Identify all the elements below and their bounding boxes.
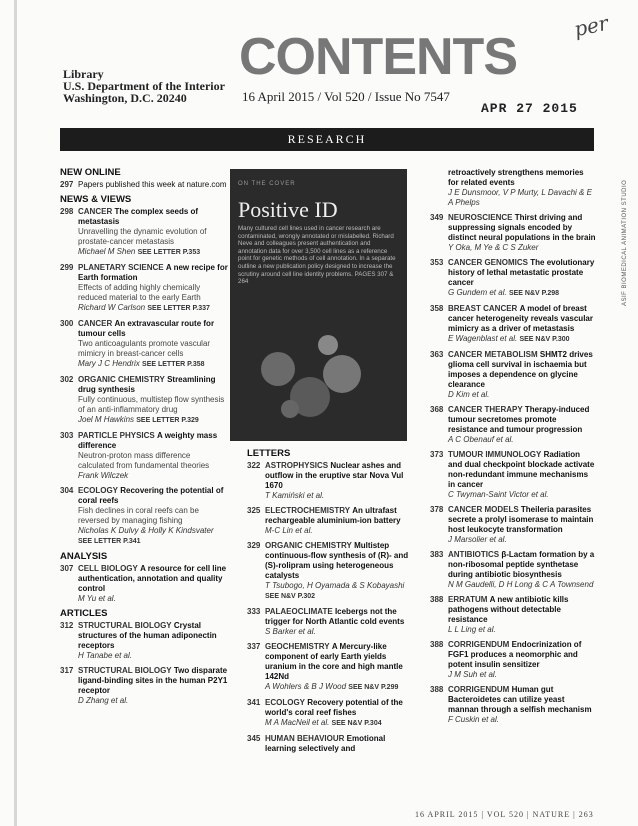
cover-label: ON THE COVER [238, 181, 296, 187]
page-number: 341 [247, 698, 261, 707]
entry-author: S Barker et al. [265, 627, 316, 636]
entry-category: CANCER THERAPY [448, 405, 523, 414]
cover-cells-illustration [230, 169, 407, 441]
see-reference: SEE LETTER P.341 [78, 538, 141, 545]
handwritten-note: per [571, 10, 611, 42]
page-number: 304 [60, 486, 74, 495]
see-reference: SEE N&V P.298 [508, 290, 560, 297]
list-item [247, 506, 415, 536]
list-item [60, 375, 228, 426]
entry-category: CANCER [78, 207, 113, 216]
entry-author: M Yu et al. [78, 594, 116, 603]
list-item [247, 734, 415, 754]
library-stamp [63, 68, 225, 104]
page-number: 312 [60, 621, 74, 630]
list-item [247, 698, 415, 729]
entry-headline: A new antibiotic kills pathogens without detectable resistance [448, 595, 569, 624]
list-item [60, 431, 228, 481]
page-number: 388 [430, 685, 444, 694]
entry-category: PLANETARY SCIENCE [78, 263, 164, 272]
entry-author: T Kamiński et al. [265, 491, 325, 500]
entry-category: BREAST CANCER [448, 304, 518, 313]
entry-category: ORGANIC CHEMISTRY [265, 541, 352, 550]
entry-author: Joel M Hawkins [78, 415, 135, 424]
list-item [60, 666, 228, 706]
list-item [430, 685, 596, 725]
entry-author: G Gundem et al. [448, 288, 507, 297]
page-number: 363 [430, 350, 444, 359]
page-number: 322 [247, 461, 261, 470]
entry-category: ELECTROCHEMISTRY [265, 506, 351, 515]
entry-headline: The complex seeds of metastasis [78, 207, 199, 226]
page-number: 353 [430, 258, 444, 267]
stamp-line: Library [63, 67, 104, 81]
list-item [247, 461, 415, 501]
see-reference: SEE LETTER P.358 [142, 361, 205, 368]
page-number: 302 [60, 375, 74, 384]
page-number: 307 [60, 564, 74, 573]
page-number: 378 [430, 505, 444, 514]
page-footer: 16 APRIL 2015 | VOL 520 | NATURE | 263 [415, 810, 594, 819]
entry-headline: Streamlining drug synthesis [78, 375, 216, 394]
entry-category: CORRIGENDUM [448, 640, 510, 649]
entry-summary: Effects of adding highly chemically reduced material to the early Earth [78, 283, 201, 302]
entry-headline: Radiation and dual checkpoint blockade activate non-redundant immune mechanisms in cancer [448, 450, 595, 489]
entry-author: E Wagenblast et al. [448, 334, 518, 343]
page-number: 297 [60, 180, 74, 189]
see-reference: SEE LETTER P.353 [137, 249, 201, 256]
stamp-line: U.S. Department of the Interior [63, 79, 225, 93]
page-number: 298 [60, 207, 74, 216]
see-reference: SEE N&V P.302 [265, 593, 316, 600]
entry-headline: retroactively strengthens memories for related events [448, 168, 584, 187]
section-heading: ANALYSIS [60, 551, 108, 562]
see-reference: SEE N&V P.299 [348, 684, 399, 691]
list-item [60, 207, 228, 258]
page-number: 373 [430, 450, 444, 459]
entry-headline: Icebergs not the trigger for North Atlantic cold events [265, 607, 405, 626]
list-item [430, 595, 596, 635]
entry-category: ECOLOGY [265, 698, 306, 707]
section-bar [60, 128, 594, 151]
cover-text: Many cultured cell lines used in cancer research are contaminated, wrongly annotated or mislabelled. Richard Neve and colleagues present authentication and annotation data for over 3,500 cell lines as a reference point for genetic methods of cell annotation. In a separate outline a new publication policy designed to increase the scrutiny around cell line identity problems. PAGES 307 & 264 [238, 225, 396, 286]
entry-author: Y Oka, M Ye & C S Zuker [448, 243, 539, 252]
page-number: 303 [60, 431, 74, 440]
list-item [247, 642, 415, 693]
entry-author: Michael M Shen [78, 247, 136, 256]
entry-summary: Unravelling the dynamic evolution of prostate-cancer metastasis [78, 227, 207, 246]
entry-summary: Neutron-proton mass difference calculated from fundamental theories [78, 451, 210, 470]
list-item [430, 550, 596, 590]
page-number: 388 [430, 595, 444, 604]
entry-author: Richard W Carlson [78, 303, 146, 312]
page-number: 325 [247, 506, 261, 515]
entry-category: CORRIGENDUM [448, 685, 510, 694]
entry-headline: A Mercury-like component of early Earth yields uranium in the core and high mantle 142Nd [265, 642, 403, 681]
column-left [60, 168, 228, 711]
entry-headline: Recovering the potential of coral reefs [78, 486, 224, 505]
entry-author: D Zhang et al. [78, 696, 129, 705]
entry-category: CELL BIOLOGY [78, 564, 138, 573]
entry-headline: An ultrafast rechargeable aluminium-ion battery [265, 506, 401, 525]
entry-headline: Emotional learning selectively and [265, 734, 386, 753]
cover-image [230, 169, 407, 441]
entry-author: H Tanabe et al. [78, 651, 132, 660]
received-stamp: APR 27 2015 [481, 101, 578, 116]
column-middle [247, 449, 415, 759]
page-number: 333 [247, 607, 261, 616]
entry-category: ORGANIC CHEMISTRY [78, 375, 165, 384]
page-title: CONTENTS [239, 28, 517, 86]
list-item [430, 258, 596, 299]
section-heading: LETTERS [247, 448, 291, 459]
list-item [430, 505, 596, 545]
see-reference: SEE N&V P.304 [331, 720, 382, 727]
entry-category: ASTROPHYSICS [265, 461, 329, 470]
entry-headline: Two disparate ligand-binding sites in the human P2Y1 receptor [78, 666, 228, 695]
page-number: 388 [430, 640, 444, 649]
entry-headline: Recovery potential of the world's coral reef fishes [265, 698, 403, 717]
list-item [60, 564, 228, 604]
entry-author: Mary J C Hendrix [78, 359, 140, 368]
entry-author: A C Obenauf et al. [448, 435, 514, 444]
entry-headline: A new recipe for Earth formation [78, 263, 228, 282]
entry-category: CANCER [78, 319, 113, 328]
entry-category: HUMAN BEHAVIOUR [265, 734, 345, 743]
entry-category: GEOCHEMISTRY [265, 642, 330, 651]
entry-category: PALAEOCLIMATE [265, 607, 333, 616]
entry-category: ECOLOGY [78, 486, 119, 495]
page-number: 337 [247, 642, 261, 651]
entry-author: M-C Lin et al. [265, 526, 313, 535]
entry-text: Papers published this week at nature.com [78, 180, 227, 189]
stamp-line: Washington, D.C. 20240 [63, 91, 187, 105]
section-heading: NEWS & VIEWS [60, 194, 132, 205]
entry-headline: Human gut Bacteroidetes can utilize yeast mannan through a selfish mechanism [448, 685, 592, 714]
entry-headline: A resource for cell line authentication, annotation and quality control [78, 564, 227, 593]
entry-headline: An extravascular route for tumour cells [78, 319, 215, 338]
list-item [60, 486, 228, 547]
entry-author: L L Ling et al. [448, 625, 496, 634]
entry-headline: Nuclear ashes and outflow in the eruptive star Nova Vul 1670 [265, 461, 404, 490]
credit-text: ASIF BIOMEDICAL ANIMATION STUDIO [622, 179, 628, 306]
articles-list [60, 621, 228, 706]
list-item [60, 263, 228, 314]
list-item [60, 621, 228, 661]
entry-category: ANTIBIOTICS [448, 550, 500, 559]
list-item [60, 319, 228, 370]
entry-headline: Crystal structures of the human adiponectin receptors [78, 621, 217, 650]
entry-headline: Multistep continuous-flow synthesis of (R)- and (S)-rolipram using heterogeneous catalysts [265, 541, 409, 580]
entry-author: Nicholas K Dulvy & Holly K Kindsvater [78, 526, 214, 535]
page-number: 358 [430, 304, 444, 313]
entry-category: CANCER METABOLISM [448, 350, 538, 359]
section-heading: NEW ONLINE [60, 167, 121, 178]
entry-headline: A model of breast cancer heterogeneity reveals vascular mimicry as a driver of metastasis [448, 304, 593, 333]
entry-category: TUMOUR IMMUNOLOGY [448, 450, 542, 459]
entry-author: J Marsolier et al. [448, 535, 507, 544]
entry-summary: Fully continuous, multistep flow synthesis of an anti-inflammatory drug [78, 395, 225, 414]
entry-category: ERRATUM [448, 595, 488, 604]
entry-author: C Twyman-Saint Victor et al. [448, 490, 549, 499]
entry-author: D Kim et al. [448, 390, 490, 399]
page-number: 383 [430, 550, 444, 559]
see-reference: SEE LETTER P.329 [136, 417, 199, 424]
list-item [430, 213, 596, 253]
entry-headline: Therapy-induced tumour secretomes promote resistance and tumour progression [448, 405, 590, 434]
page-number: 317 [60, 666, 74, 675]
list-item [60, 180, 228, 190]
credit [618, 158, 628, 308]
entry-headline: SHMT2 drives glioma cell survival in ischaemia but imposes a dependence on glycine clearance [448, 350, 593, 389]
entry-author: A Wohlers & B J Wood [265, 682, 347, 691]
entry-author: M A MacNeil et al. [265, 718, 330, 727]
entry-category: NEUROSCIENCE [448, 213, 513, 222]
entry-category: CANCER GENOMICS [448, 258, 529, 267]
entry-author: T Tsubogo, H Oyamada & S Kobayashi [265, 581, 405, 590]
section-bar-label: RESEARCH [287, 132, 367, 146]
column-right [430, 168, 596, 730]
page-number: 329 [247, 541, 261, 550]
list-item [430, 304, 596, 345]
entry-headline: The evolutionary history of lethal metastatic prostate cancer [448, 258, 595, 287]
see-reference: SEE N&V P.300 [519, 336, 570, 343]
entry-author: J E Dunsmoor, V P Murty, L Davachi & E A Phelps [448, 188, 592, 207]
list-item [430, 405, 596, 445]
list-item [430, 168, 596, 208]
page-number: 368 [430, 405, 444, 414]
page-number: 299 [60, 263, 74, 272]
scan-edge [14, 0, 17, 826]
entry-author: J M Suh et al. [448, 670, 497, 679]
list-item [430, 450, 596, 500]
list-item [247, 541, 415, 602]
issue-line: 16 April 2015 / Vol 520 / Issue No 7547 [242, 89, 450, 104]
list-item [247, 607, 415, 637]
entry-summary: Two anticoagulants promote vascular mimicry in breast-cancer cells [78, 339, 211, 358]
entry-category: STRUCTURAL BIOLOGY [78, 621, 172, 630]
entry-headline: Theileria parasites secrete a prolyl isomerase to maintain host leukocyte transformation [448, 505, 594, 534]
entry-author: Frank Wilczek [78, 471, 129, 480]
list-item [430, 640, 596, 680]
entry-author: N M Gaudelli, D H Long & C A Townsend [448, 580, 594, 589]
entry-headline: β-Lactam formation by a non-ribosomal peptide synthetase during antibiotic biosynthesis [448, 550, 595, 579]
see-reference: SEE LETTER P.337 [147, 305, 210, 312]
list-item [430, 350, 596, 400]
entry-headline: A weighty mass difference [78, 431, 218, 450]
news-list [60, 207, 228, 547]
page-number: 349 [430, 213, 444, 222]
entry-headline: Endocrinization of FGF1 produces a neomorphic and potent insulin sensitizer [448, 640, 582, 669]
col3-list [430, 213, 596, 725]
section-heading: ARTICLES [60, 608, 108, 619]
entry-author: F Cuskin et al. [448, 715, 499, 724]
letters-list [247, 461, 415, 754]
entry-summary: Fish declines in coral reefs can be reversed by managing fishing [78, 506, 199, 525]
page-number: 345 [247, 734, 261, 743]
entry-category: CANCER MODELS [448, 505, 519, 514]
entry-category: STRUCTURAL BIOLOGY [78, 666, 172, 675]
entry-category: PARTICLE PHYSICS [78, 431, 155, 440]
entry-headline: Thirst driving and suppressing signals encoded by distinct neural populations in the brain [448, 213, 596, 242]
cover-title: Positive ID [238, 197, 338, 222]
page-number: 300 [60, 319, 74, 328]
